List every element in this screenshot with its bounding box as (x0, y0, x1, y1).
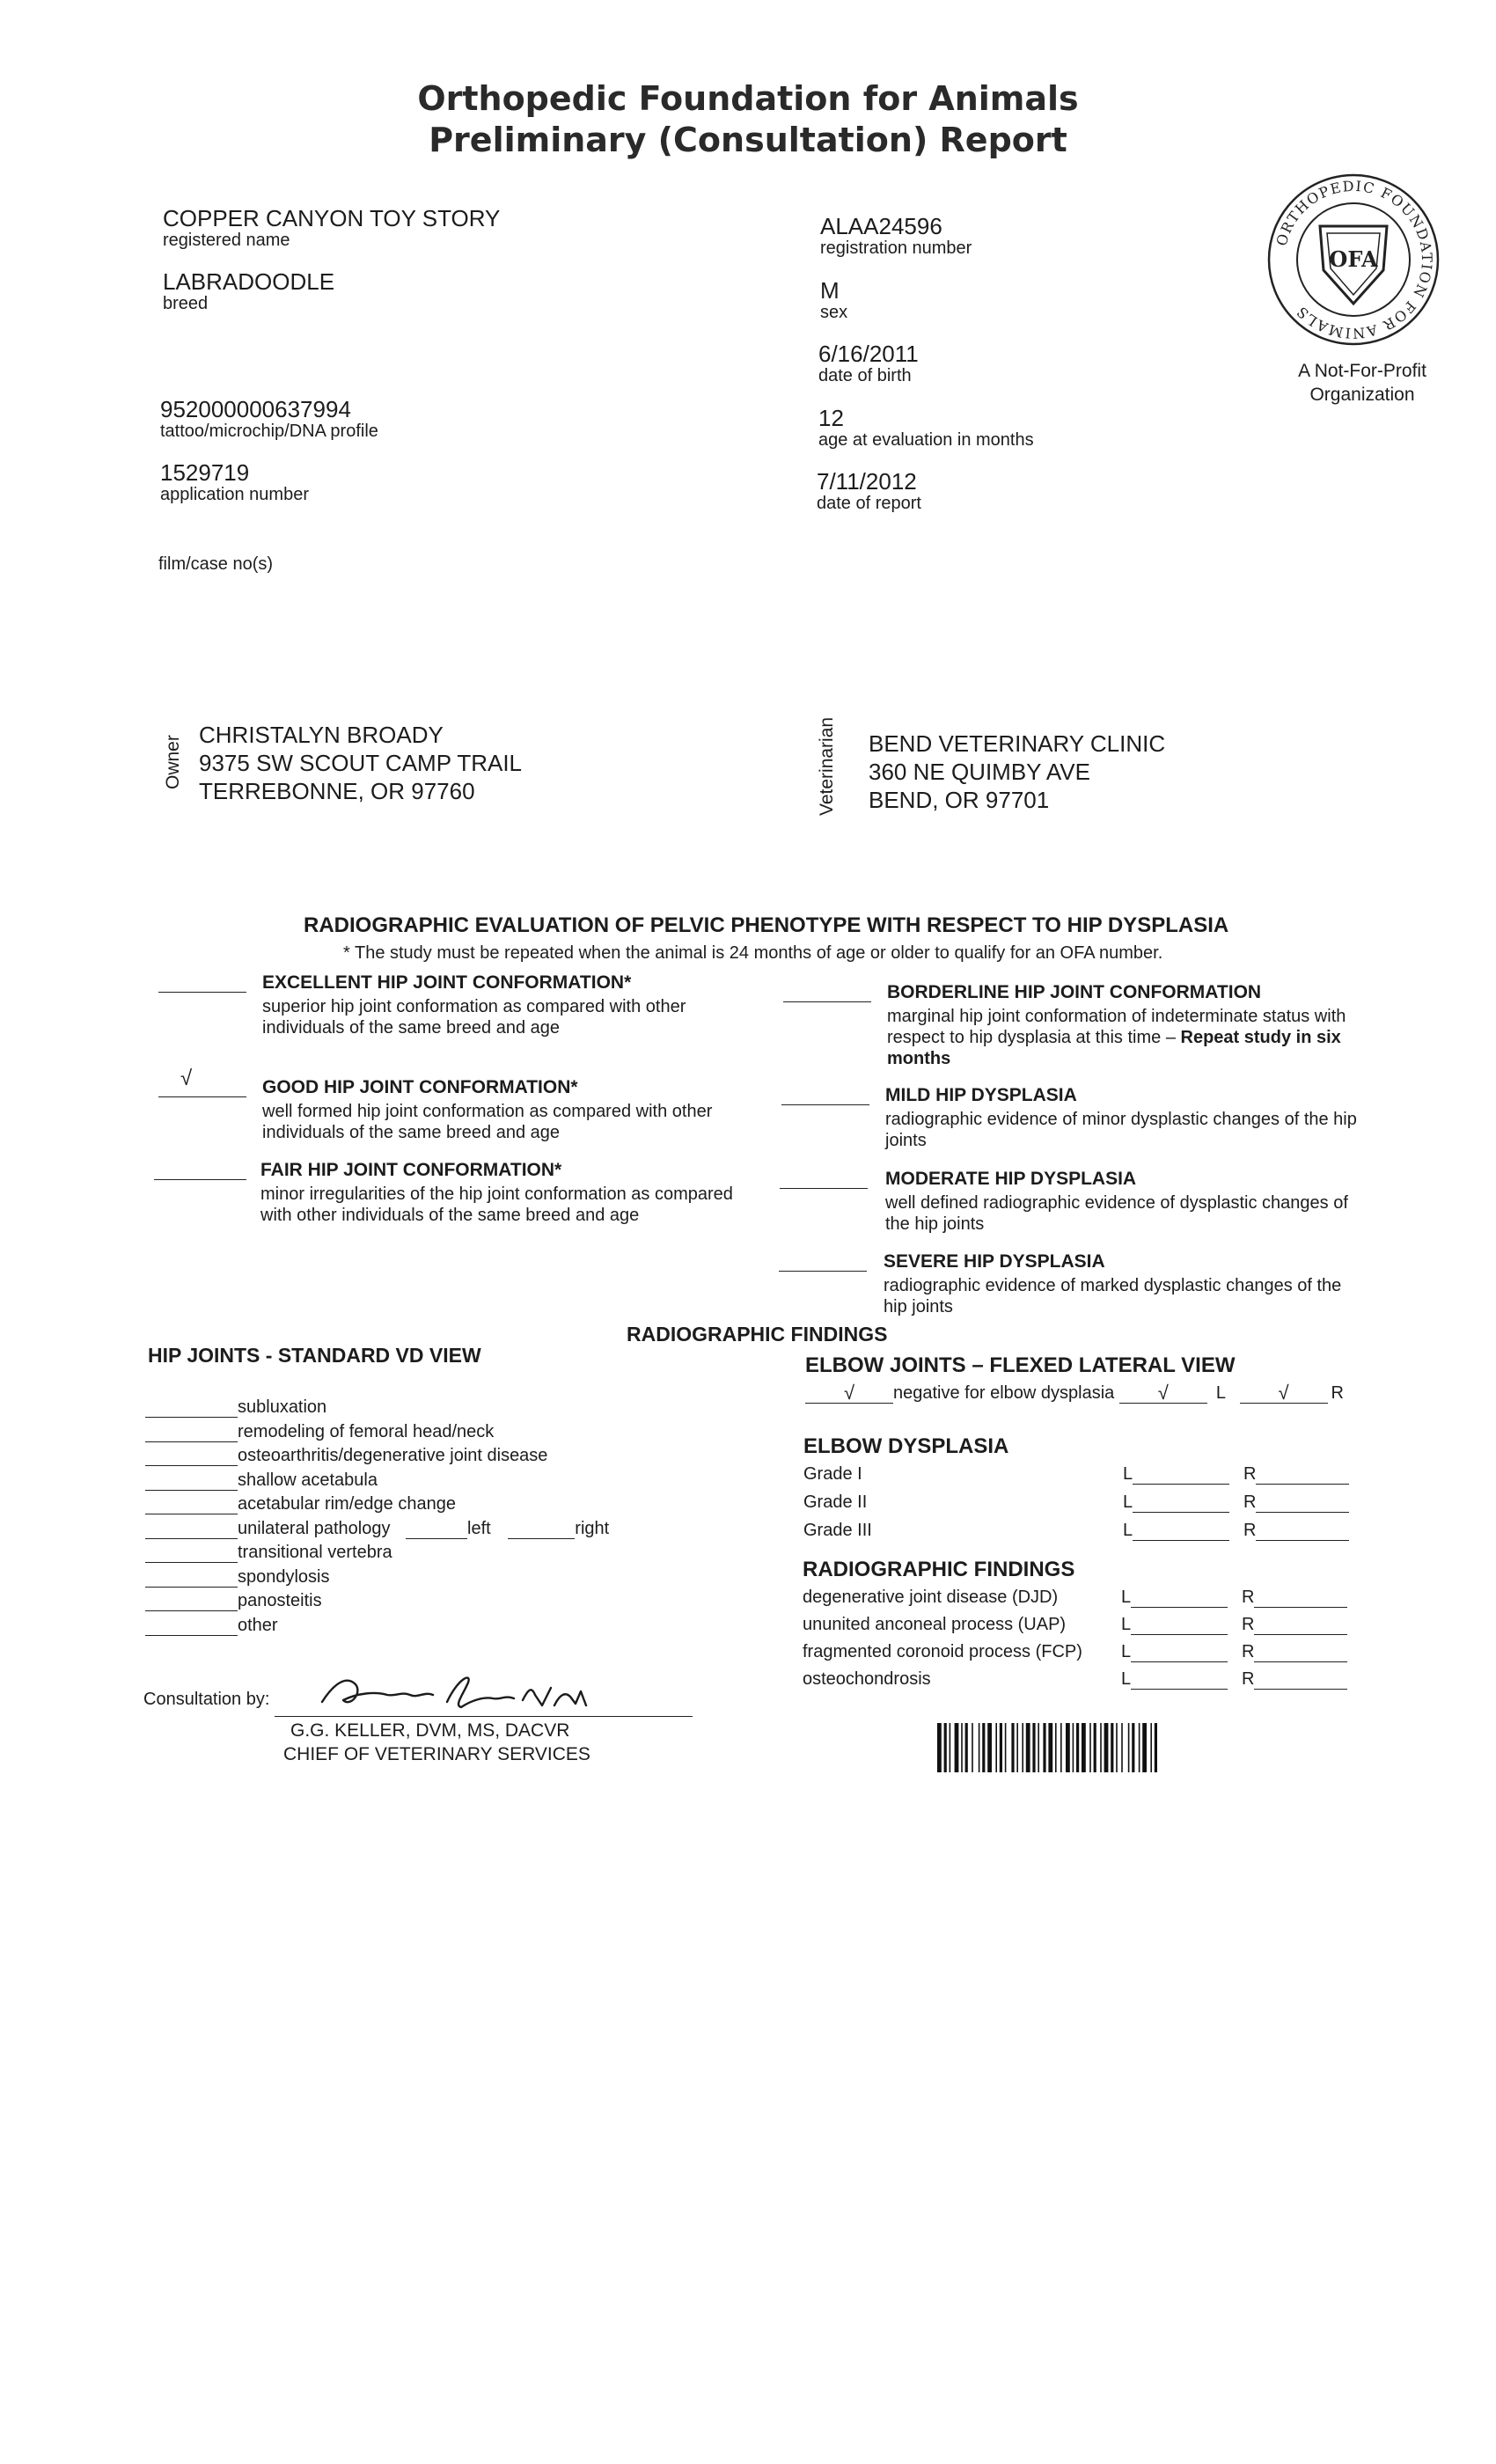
radio-finding-row[interactable]: fragmented coronoid process (FCP) L R (803, 1642, 1348, 1669)
hip-item[interactable]: remodeling of femoral head/neck (145, 1422, 609, 1447)
elbow-dysplasia-heading: ELBOW DYSPLASIA (803, 1434, 1009, 1458)
hip-heading: HIP JOINTS - STANDARD VD VIEW (148, 1344, 481, 1367)
good-title: GOOD HIP JOINT CONFORMATION* (262, 1077, 578, 1097)
barcode-bar (1011, 1723, 1014, 1772)
good-desc: well formed hip joint conformation as compared with other individuals of the same breed and age (262, 1102, 713, 1142)
barcode-bar (1142, 1723, 1147, 1772)
barcode-bar (1100, 1723, 1102, 1772)
barcode-bar (1005, 1723, 1007, 1772)
hip-item[interactable]: subluxation (145, 1397, 609, 1422)
svg-text:OFA: OFA (1329, 246, 1378, 272)
barcode-bar (1155, 1723, 1157, 1772)
barcode-bar (987, 1723, 992, 1772)
good-checkbox-line[interactable] (158, 1096, 246, 1097)
hip-findings-list (145, 1397, 609, 1639)
barcode-bar (1076, 1723, 1079, 1772)
barcode-bar (944, 1723, 947, 1772)
barcode-bar (1048, 1723, 1052, 1772)
mild-title: MILD HIP DYSPLASIA (885, 1085, 1077, 1105)
barcode-bar (1082, 1723, 1086, 1772)
barcode-bar (1104, 1723, 1109, 1772)
barcode-bar (1150, 1723, 1152, 1772)
report-title-line1: Orthopedic Foundation for Animals (417, 79, 1079, 118)
excellent-title: EXCELLENT HIP JOINT CONFORMATION* (262, 972, 632, 993)
grade-row[interactable]: Grade III L R (803, 1521, 1349, 1549)
barcode-bar (955, 1723, 959, 1772)
elbow-right-check: √ (1240, 1383, 1328, 1404)
findings-heading: RADIOGRAPHIC FINDINGS (627, 1323, 888, 1346)
barcode-bar (1128, 1723, 1130, 1772)
registration-number-label: registration number (820, 238, 972, 258)
barcode-bar (961, 1723, 963, 1772)
barcode-bar (1089, 1723, 1091, 1772)
good-check-mark: √ (180, 1067, 193, 1090)
signer-title: CHIEF OF VETERINARY SERVICES (283, 1744, 590, 1764)
consultation-label: Consultation by: (143, 1690, 270, 1709)
severe-checkbox-line[interactable] (779, 1271, 867, 1272)
veterinarian-side-label: Veterinarian (817, 716, 837, 816)
hip-item[interactable]: other (145, 1616, 609, 1640)
barcode-bar (1111, 1723, 1113, 1772)
age-label: age at evaluation in months (818, 430, 1034, 450)
report-date-value: 7/11/2012 (817, 468, 917, 495)
barcode-bar (1121, 1723, 1123, 1772)
radio-findings-list (803, 1588, 1348, 1697)
owner-name: CHRISTALYN BROADY (199, 722, 444, 748)
barcode-bar (1022, 1723, 1023, 1772)
hip-item[interactable]: shallow acetabula (145, 1470, 609, 1495)
tattoo-value: 952000000637994 (160, 396, 351, 422)
org-line2: Organization (1309, 385, 1415, 405)
radio-finding-row[interactable]: osteochondrosis L R (803, 1669, 1348, 1697)
mild-checkbox-line[interactable] (781, 1104, 869, 1105)
borderline-desc: marginal hip joint conformation of indeterminate status with respect to hip dysplasia at this time – Repeat study in six months (887, 1007, 1346, 1068)
barcode-bar (1066, 1723, 1070, 1772)
elbow-left-check: √ (1119, 1383, 1207, 1404)
severe-title: SEVERE HIP DYSPLASIA (884, 1251, 1105, 1272)
fair-title: FAIR HIP JOINT CONFORMATION* (260, 1160, 562, 1180)
mild-desc: radiographic evidence of minor dysplastic changes of the hip joints (885, 1110, 1357, 1150)
sex-label: sex (820, 303, 848, 322)
owner-address: 9375 SW SCOUT CAMP TRAIL (199, 750, 523, 776)
ofa-seal-logo (1265, 172, 1441, 348)
elbow-negative-row[interactable]: √ negative for elbow dysplasia √ L √ R (805, 1383, 1344, 1404)
radio-finding-row[interactable]: ununited anconeal process (UAP) L R (803, 1615, 1348, 1642)
barcode-bar (1038, 1723, 1039, 1772)
owner-side-label: Owner (163, 735, 183, 789)
barcode-bar (1016, 1723, 1018, 1772)
barcode-bar (1073, 1723, 1074, 1772)
sex-value: M (820, 277, 840, 304)
barcode-bar (1000, 1723, 1002, 1772)
barcode (937, 1723, 1270, 1772)
barcode-bar (1026, 1723, 1030, 1772)
moderate-title: MODERATE HIP DYSPLASIA (885, 1169, 1137, 1189)
registered-name-label: registered name (163, 231, 290, 250)
vet-city: BEND, OR 97701 (869, 787, 1050, 813)
tattoo-label: tattoo/microchip/DNA profile (160, 422, 378, 441)
grade-row[interactable]: Grade II L R (803, 1492, 1349, 1521)
report-date-label: date of report (817, 494, 921, 513)
severe-desc: radiographic evidence of marked dysplastic changes of the hip joints (884, 1276, 1342, 1316)
barcode-bar (972, 1723, 973, 1772)
excellent-desc: superior hip joint conformation as compared with other individuals of the same breed and age (262, 997, 686, 1038)
dob-label: date of birth (818, 366, 912, 385)
vet-name: BEND VETERINARY CLINIC (869, 730, 1166, 757)
fair-desc: minor irregularities of the hip joint conformation as compared with other individuals of the same breed and age (260, 1184, 733, 1225)
hip-item-unilateral[interactable]: unilateral pathology left right (145, 1519, 609, 1544)
breed-value: LABRADOODLE (163, 268, 335, 295)
registered-name-value: COPPER CANYON TOY STORY (163, 205, 501, 231)
barcode-bar (979, 1723, 980, 1772)
moderate-desc: well defined radiographic evidence of dysplastic changes of the hip joints (885, 1193, 1348, 1234)
registration-number-value: ALAA24596 (820, 213, 942, 239)
evaluation-note: * The study must be repeated when the animal is 24 months of age or older to qualify for an OFA number. (343, 943, 1163, 963)
hip-item[interactable]: transitional vertebra (145, 1543, 609, 1567)
barcode-bar (995, 1723, 997, 1772)
elbow-heading: ELBOW JOINTS – FLEXED LATERAL VIEW (805, 1353, 1236, 1377)
owner-city: TERREBONNE, OR 97760 (199, 778, 475, 804)
signer-name: G.G. KELLER, DVM, MS, DACVR (290, 1720, 570, 1741)
svg-text:ORTHOPEDIC FOUNDATION FOR ANIM: ORTHOPEDIC FOUNDATION FOR ANIMALS (1272, 177, 1436, 342)
barcode-bar (1094, 1723, 1096, 1772)
barcode-bar (937, 1723, 942, 1772)
moderate-checkbox-line[interactable] (780, 1188, 868, 1189)
radio-finding-row[interactable]: degenerative joint disease (DJD) L R (803, 1588, 1348, 1615)
hip-item[interactable]: panosteitis (145, 1591, 609, 1616)
borderline-title: BORDERLINE HIP JOINT CONFORMATION (887, 982, 1262, 1002)
barcode-bar (965, 1723, 968, 1772)
hip-item[interactable]: acetabular rim/edge change (145, 1494, 609, 1519)
barcode-bar (950, 1723, 951, 1772)
barcode-bar (1060, 1723, 1062, 1772)
application-number-label: application number (160, 485, 309, 504)
radiographic-findings-subheading: RADIOGRAPHIC FINDINGS (803, 1558, 1075, 1581)
org-tagline (1274, 359, 1450, 407)
dob-value: 6/16/2011 (818, 341, 919, 367)
signature (317, 1656, 634, 1718)
barcode-bar (1032, 1723, 1035, 1772)
barcode-bar (1043, 1723, 1045, 1772)
hip-item[interactable]: osteoarthritis/degenerative joint disease (145, 1446, 609, 1470)
report-title-line2: Preliminary (Consultation) Report (429, 121, 1067, 159)
borderline-checkbox-line[interactable] (783, 1001, 871, 1002)
vet-address: 360 NE QUIMBY AVE (869, 759, 1090, 785)
fair-checkbox-line[interactable] (154, 1179, 246, 1180)
barcode-bar (1116, 1723, 1118, 1772)
grade-row[interactable]: Grade I L R (803, 1464, 1349, 1492)
elbow-grade-list (803, 1464, 1349, 1549)
excellent-checkbox-line[interactable] (158, 992, 246, 993)
barcode-bar (982, 1723, 985, 1772)
film-case-label: film/case no(s) (158, 554, 274, 574)
barcode-bar (1055, 1723, 1057, 1772)
evaluation-heading: RADIOGRAPHIC EVALUATION OF PELVIC PHENOTYPE WITH RESPECT TO HIP DYSPLASIA (304, 913, 1229, 937)
barcode-bar (1132, 1723, 1134, 1772)
barcode-bar (1139, 1723, 1140, 1772)
application-number-value: 1529719 (160, 459, 250, 486)
elbow-negative-check: √ (805, 1383, 893, 1404)
age-value: 12 (818, 405, 844, 431)
org-line1: A Not-For-Profit (1298, 361, 1426, 381)
breed-label: breed (163, 294, 209, 313)
hip-item[interactable]: spondylosis (145, 1567, 609, 1592)
